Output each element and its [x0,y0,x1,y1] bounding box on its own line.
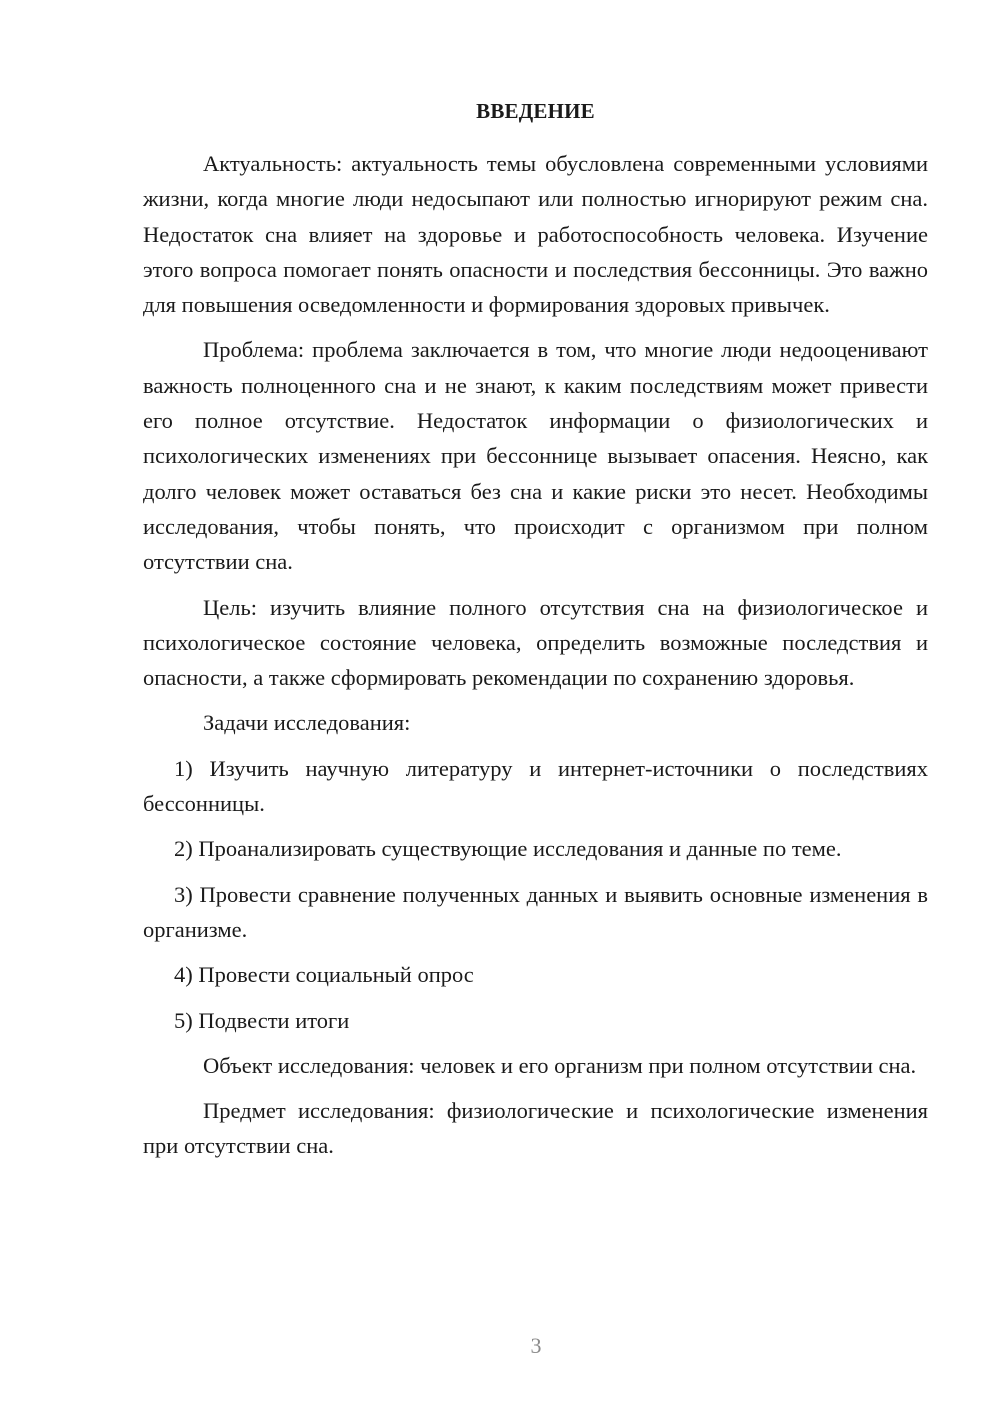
document-page [143,96,928,1164]
subject-paragraph: Предмет исследования: физиологические и психологические изменения при отсутствии сна. [143,1098,928,1159]
task-item-2: 2) Проанализировать существующие исследования и данные по теме. [174,836,842,862]
task-item-4: 4) Провести социальный опрос [174,962,474,988]
task-item-3: 3) Провести сравнение полученных данных и выявить основные изменения в организме. [143,881,928,942]
relevance-paragraph: Актуальность: актуальность темы обусловлена современными условиями жизни, когда многие люди недосыпают или полностью игнорируют режим сна. Недостаток сна влияет на здоровье и работоспособность человека. Изучение этого вопроса помогает понять опасности и последствия бессонницы. Это важно для повышения осведомленности и формирования здоровых привычек. [143,151,928,318]
page-number: 3 [530,1333,542,1358]
object-paragraph: Объект исследования: человек и его организм при полном отсутствии сна. [203,1052,917,1078]
page-title: ВВЕДЕНИЕ [476,99,595,123]
task-item-5: 5) Подвести итоги [174,1007,350,1033]
problem-paragraph: Проблема: проблема заключается в том, что многие люди недооценивают важность полноценного сна и не знают, к каким последствиям может привести его полное отсутствие. Недостаток информации о физиологических и психологических изменениях при бессоннице вызывает опасения. Неясно, как долго человек может оставаться без сна и какие риски это несет. Необходимы исследования, чтобы понять, что происходит с организмом при полном отсутствии сна. [143,337,928,575]
tasks-heading: Задачи исследования: [203,710,411,736]
task-item-1: 1) Изучить научную литературу и интернет-источники о последствиях бессонницы. [143,755,928,817]
goal-paragraph: Цель: изучить влияние полного отсутствия сна на физиологическое и психологическое состояние человека, определить возможные последствия и опасности, а также сформировать рекомендации по сохранению здоровья. [143,594,928,691]
